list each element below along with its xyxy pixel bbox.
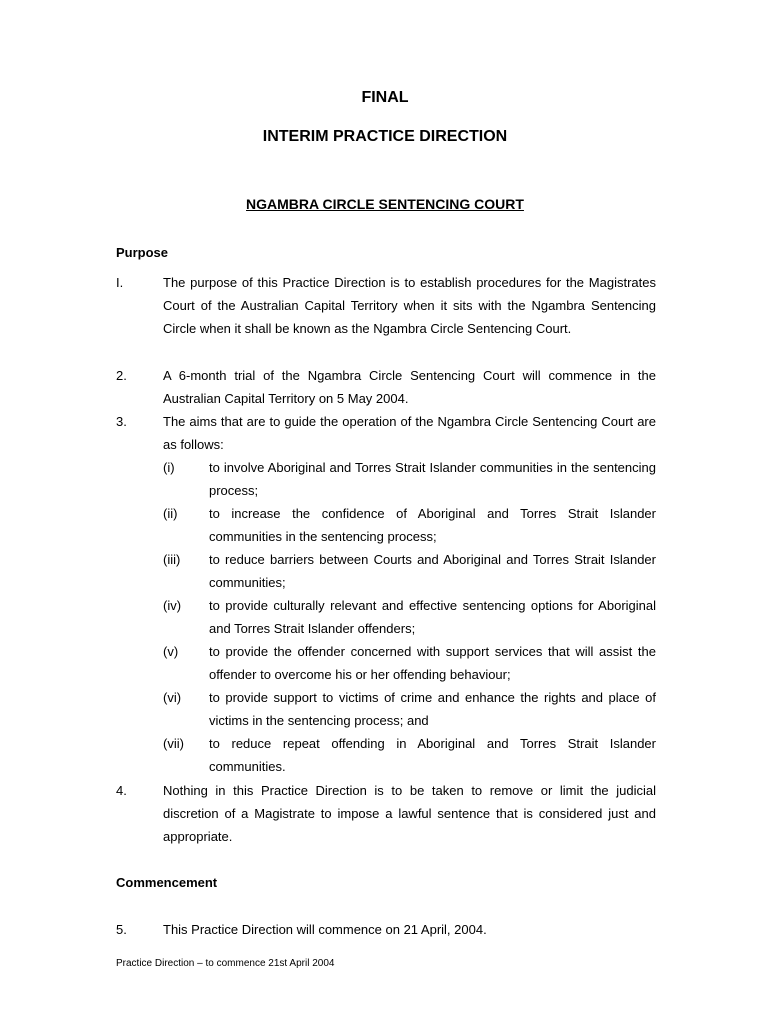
aim-number: (iii) — [163, 552, 181, 567]
paragraph-text: A 6-month trial of the Ngambra Circle Sentencing Court will commence in the Australian Capital Territory on 5 May 2004. — [163, 368, 656, 406]
paragraph-text: The aims that are to guide the operation of the Ngambra Circle Sentencing Court are as follows: — [163, 414, 656, 452]
paragraph-text: This Practice Direction will commence on 21 April, 2004. — [163, 922, 487, 937]
aim-number: (vi) — [163, 690, 182, 705]
aim-text: to reduce repeat offending in Aboriginal and Torres Strait Islander communities. — [209, 736, 656, 774]
paragraph-text: The purpose of this Practice Direction is to establish procedures for the Magistrates Court of the Australian Capital Territory when it sits with the Ngambra Sentencing Circle when it shall be known as the Ngambra Circle Sentencing Court. — [163, 275, 656, 336]
aim-text: to provide culturally relevant and effective sentencing options for Aboriginal and Torres Strait Islander offenders; — [209, 598, 656, 636]
aim-text: to provide support to victims of crime and enhance the rights and place of victims in the sentencing process; and — [209, 690, 656, 728]
aim-item-iii — [163, 548, 656, 594]
aim-item-vii — [163, 732, 656, 778]
aim-item-ii — [163, 502, 656, 548]
aim-item-v — [163, 640, 656, 686]
paragraph-number: 4. — [116, 783, 127, 798]
paragraph-number: I. — [116, 275, 124, 290]
page-footer: Practice Direction – to commence 21st April 2004 — [116, 958, 335, 969]
document-status-title: FINAL — [361, 89, 409, 106]
aim-number: (i) — [163, 460, 175, 475]
paragraph-number: 5. — [116, 922, 127, 937]
aim-number: (vii) — [163, 736, 184, 751]
aim-number: (v) — [163, 644, 179, 659]
paragraph-3 — [116, 410, 656, 456]
paragraph-4 — [116, 779, 656, 848]
aim-text: to provide the offender concerned with support services that will assist the offender to overcome his or her offending behaviour; — [209, 644, 656, 682]
aim-item-vi — [163, 686, 656, 732]
aim-number: (ii) — [163, 506, 178, 521]
paragraph-text: Nothing in this Practice Direction is to be taken to remove or limit the judicial discretion of a Magistrate to impose a lawful sentence that is considered just and appropriate. — [163, 783, 656, 844]
paragraph-number: 3. — [116, 414, 127, 429]
aim-text: to increase the confidence of Aboriginal and Torres Strait Islander communities in the sentencing process; — [209, 506, 656, 544]
aim-text: to reduce barriers between Courts and Aboriginal and Torres Strait Islander communities; — [209, 552, 656, 590]
aim-item-i — [163, 456, 656, 502]
section-heading-commencement: Commencement — [116, 875, 218, 890]
paragraph-2 — [116, 364, 656, 410]
section-heading-purpose: Purpose — [116, 245, 169, 260]
document-main-title: INTERIM PRACTICE DIRECTION — [262, 128, 508, 145]
paragraph-5 — [116, 918, 656, 941]
aim-text: to involve Aboriginal and Torres Strait Islander communities in the sentencing process; — [209, 460, 656, 498]
document-subtitle: NGAMBRA CIRCLE SENTENCING COURT — [246, 196, 524, 212]
aim-item-iv — [163, 594, 656, 640]
paragraph-number: 2. — [116, 368, 127, 383]
aim-number: (iv) — [163, 598, 182, 613]
paragraph-1 — [116, 271, 656, 340]
